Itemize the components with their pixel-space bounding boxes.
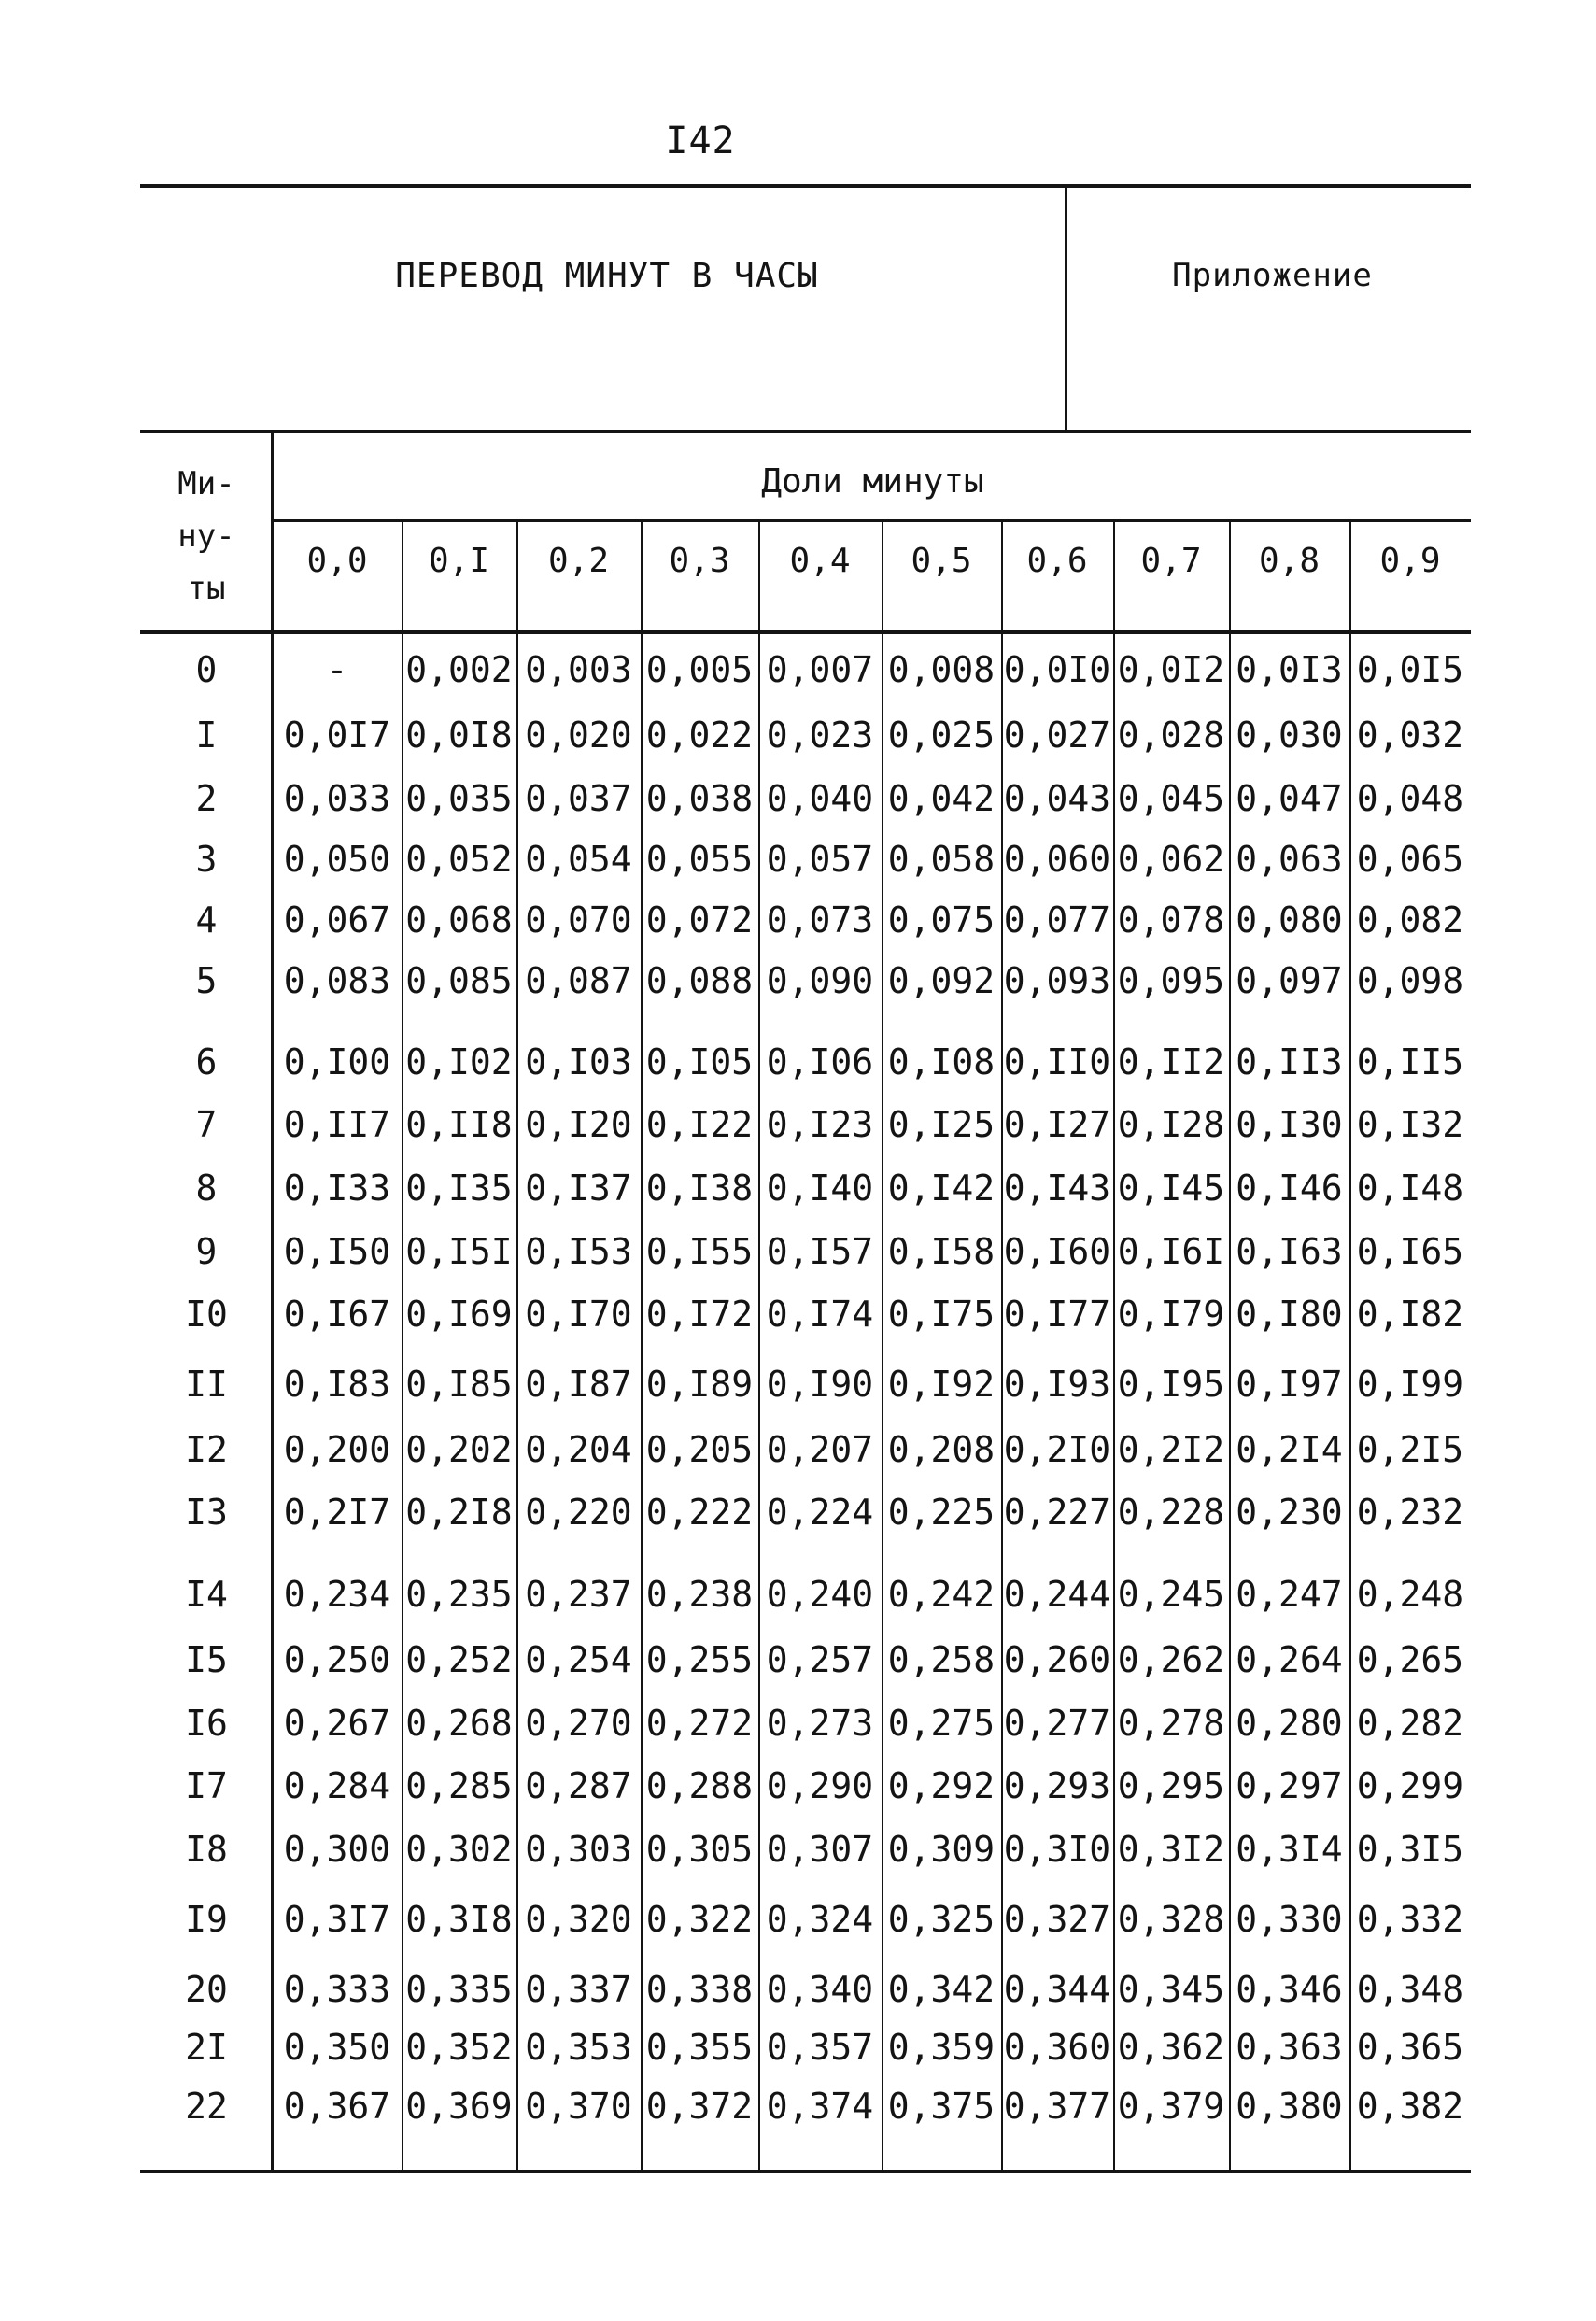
hours-cell: 0,207 [766, 1429, 874, 1470]
hours-cell: 0,222 [645, 1492, 754, 1533]
minute-cell: I5 [185, 1639, 228, 1680]
hours-cell: 0,054 [525, 839, 632, 880]
hours-cell: 0,204 [525, 1429, 632, 1470]
hours-cell: 0,357 [766, 2027, 874, 2068]
minutes-header-line-2: ну- [177, 517, 235, 555]
hours-cell: 0,I97 [1236, 1364, 1343, 1405]
hours-cell: 0,244 [1003, 1574, 1111, 1615]
hours-cell: 0,382 [1356, 2086, 1464, 2127]
column-header: 0,6 [1026, 542, 1088, 580]
hours-cell: 0,065 [1356, 839, 1464, 880]
hours-cell: 0,II2 [1117, 1041, 1225, 1083]
hours-cell: 0,023 [766, 715, 874, 756]
hours-cell: 0,I85 [405, 1364, 513, 1405]
hours-cell: 0,043 [1003, 778, 1111, 819]
hours-cell: 0,224 [766, 1492, 874, 1533]
minute-cell: 8 [195, 1168, 218, 1209]
hours-cell: 0,282 [1356, 1703, 1464, 1744]
hours-cell: 0,085 [405, 960, 513, 1001]
hours-cell: 0,380 [1236, 2086, 1343, 2127]
hours-cell: 0,062 [1117, 839, 1225, 880]
hours-cell: 0,I33 [283, 1168, 391, 1209]
hours-cell: 0,063 [1236, 839, 1343, 880]
hours-cell: 0,I25 [887, 1104, 996, 1145]
page-number: I42 [665, 120, 736, 163]
hours-cell: 0,322 [645, 1899, 754, 1940]
hours-cell: 0,252 [405, 1639, 513, 1680]
hours-cell: 0,II8 [405, 1104, 513, 1145]
hours-cell: 0,3I0 [1003, 1829, 1111, 1870]
hours-cell: 0,I77 [1003, 1294, 1111, 1335]
hours-cell: 0,324 [766, 1899, 874, 1940]
hours-cell: 0,I75 [887, 1294, 996, 1335]
hours-cell: 0,3I5 [1356, 1829, 1464, 1870]
hours-cell: 0,2I5 [1356, 1429, 1464, 1470]
hours-cell: 0,234 [283, 1574, 391, 1615]
hours-cell: 0,070 [525, 899, 632, 941]
hours-cell: 0,0I7 [283, 715, 391, 756]
minute-cell: 0 [195, 649, 218, 690]
minute-cell: I9 [185, 1899, 228, 1940]
hours-cell: 0,I46 [1236, 1168, 1343, 1209]
hours-cell: 0,I99 [1356, 1364, 1464, 1405]
hours-cell: 0,035 [405, 778, 513, 819]
hours-cell: 0,375 [887, 2086, 996, 2127]
hours-cell: 0,2I7 [283, 1492, 391, 1533]
hours-cell: 0,3I4 [1236, 1829, 1343, 1870]
hours-cell: 0,060 [1003, 839, 1111, 880]
hours-cell: 0,268 [405, 1703, 513, 1744]
hours-cell: 0,208 [887, 1429, 996, 1470]
column-header: 0,5 [911, 542, 972, 580]
hours-cell: 0,379 [1117, 2086, 1225, 2127]
hours-cell: 0,I58 [887, 1231, 996, 1272]
hours-cell: 0,280 [1236, 1703, 1343, 1744]
minute-cell: I4 [185, 1574, 228, 1615]
minutes-header-line-1: Ми- [177, 465, 235, 502]
hours-cell: 0,202 [405, 1429, 513, 1470]
hours-cell: 0,342 [887, 1969, 996, 2010]
hours-cell: 0,I65 [1356, 1231, 1464, 1272]
hours-cell: 0,0I3 [1236, 649, 1343, 690]
hours-cell: 0,I50 [283, 1231, 391, 1272]
hours-cell: 0,264 [1236, 1639, 1343, 1680]
hours-cell: 0,250 [283, 1639, 391, 1680]
hours-cell: 0,I83 [283, 1364, 391, 1405]
hours-cell: 0,I57 [766, 1231, 874, 1272]
hours-cell: 0,033 [283, 778, 391, 819]
appendix-label: Приложение [1172, 257, 1373, 294]
hours-cell: 0,320 [525, 1899, 632, 1940]
hours-cell: 0,027 [1003, 715, 1111, 756]
hours-cell: 0,374 [766, 2086, 874, 2127]
hours-cell: 0,I60 [1003, 1231, 1111, 1272]
hours-cell: 0,363 [1236, 2027, 1343, 2068]
hours-cell: 0,362 [1117, 2027, 1225, 2068]
hours-cell: 0,265 [1356, 1639, 1464, 1680]
hours-cell: 0,I53 [525, 1231, 632, 1272]
hours-cell: 0,I32 [1356, 1104, 1464, 1145]
hours-cell: 0,I23 [766, 1104, 874, 1145]
hours-cell: 0,352 [405, 2027, 513, 2068]
hours-cell: 0,087 [525, 960, 632, 1001]
hours-cell: 0,327 [1003, 1899, 1111, 1940]
column-header: 0,8 [1258, 542, 1321, 580]
hours-cell: 0,047 [1236, 778, 1343, 819]
hours-cell: 0,I70 [525, 1294, 632, 1335]
hours-cell: 0,I42 [887, 1168, 996, 1209]
column-header: 0,0 [306, 542, 368, 580]
hours-cell: 0,II0 [1003, 1041, 1111, 1083]
hours-cell: 0,I27 [1003, 1104, 1111, 1145]
hours-cell: 0,348 [1356, 1969, 1464, 2010]
hours-cell: 0,307 [766, 1829, 874, 1870]
minute-cell: 5 [195, 960, 218, 1001]
hours-cell: 0,295 [1117, 1765, 1225, 1806]
hours-cell: 0,305 [645, 1829, 754, 1870]
hours-cell: 0,I35 [405, 1168, 513, 1209]
minute-cell: II [185, 1364, 228, 1405]
hours-cell: 0,230 [1236, 1492, 1343, 1533]
hours-cell: 0,284 [283, 1765, 391, 1806]
hours-cell: 0,235 [405, 1574, 513, 1615]
hours-cell: 0,045 [1117, 778, 1225, 819]
hours-cell: 0,258 [887, 1639, 996, 1680]
hours-cell: 0,205 [645, 1429, 754, 1470]
hours-cell: 0,I06 [766, 1041, 874, 1083]
minute-cell: 22 [185, 2086, 228, 2127]
minute-cell: I6 [185, 1703, 228, 1744]
column-header: 0,9 [1379, 542, 1441, 580]
column-header-rule [273, 519, 1471, 522]
hours-cell: 0,350 [283, 2027, 391, 2068]
hours-cell: 0,303 [525, 1829, 632, 1870]
minute-cell: I7 [185, 1765, 228, 1806]
hours-cell: 0,309 [887, 1829, 996, 1870]
hours-cell: 0,078 [1117, 899, 1225, 941]
hours-cell: 0,080 [1236, 899, 1343, 941]
minutes-column-header [140, 458, 273, 615]
hours-cell: 0,225 [887, 1492, 996, 1533]
hours-cell: 0,332 [1356, 1899, 1464, 1940]
hours-cell: 0,005 [645, 649, 754, 690]
hours-cell: 0,359 [887, 2027, 996, 2068]
hours-cell: 0,333 [283, 1969, 391, 2010]
hours-cell: 0,058 [887, 839, 996, 880]
hours-cell: 0,I02 [405, 1041, 513, 1083]
minute-cell: 7 [195, 1104, 218, 1145]
hours-cell: 0,2I0 [1003, 1429, 1111, 1470]
hours-cell: - [326, 649, 348, 690]
header-top-rule [140, 184, 1471, 188]
hours-cell: 0,372 [645, 2086, 754, 2127]
hours-cell: 0,I6I [1117, 1231, 1225, 1272]
hours-cell: 0,260 [1003, 1639, 1111, 1680]
hours-cell: 0,037 [525, 778, 632, 819]
hours-cell: 0,302 [405, 1829, 513, 1870]
hours-cell: 0,367 [283, 2086, 391, 2127]
hours-cell: 0,I74 [766, 1294, 874, 1335]
hours-cell: 0,082 [1356, 899, 1464, 941]
hours-cell: 0,042 [887, 778, 996, 819]
hours-cell: 0,272 [645, 1703, 754, 1744]
minute-cell: 4 [195, 899, 218, 941]
hours-cell: 0,353 [525, 2027, 632, 2068]
minute-cell: I [195, 715, 218, 756]
hours-cell: 0,288 [645, 1765, 754, 1806]
hours-cell: 0,095 [1117, 960, 1225, 1001]
hours-cell: 0,0I8 [405, 715, 513, 756]
hours-cell: 0,254 [525, 1639, 632, 1680]
hours-cell: 0,292 [887, 1765, 996, 1806]
hours-cell: 0,I87 [525, 1364, 632, 1405]
minute-cell: I8 [185, 1829, 228, 1870]
hours-cell: 0,240 [766, 1574, 874, 1615]
hours-cell: 0,325 [887, 1899, 996, 1940]
minute-cell: I3 [185, 1492, 228, 1533]
hours-cell: 0,II3 [1236, 1041, 1343, 1083]
hours-cell: 0,008 [887, 649, 996, 690]
hours-cell: 0,227 [1003, 1492, 1111, 1533]
hours-cell: 0,340 [766, 1969, 874, 2010]
column-header: 0,I [428, 542, 490, 580]
hours-cell: 0,346 [1236, 1969, 1343, 2010]
hours-cell: 0,097 [1236, 960, 1343, 1001]
hours-cell: 0,I55 [645, 1231, 754, 1272]
hours-cell: 0,0I5 [1356, 649, 1464, 690]
hours-cell: 0,247 [1236, 1574, 1343, 1615]
hours-cell: 0,I72 [645, 1294, 754, 1335]
hours-cell: 0,365 [1356, 2027, 1464, 2068]
header-divider [1065, 184, 1067, 432]
hours-cell: 0,I63 [1236, 1231, 1343, 1272]
hours-cell: 0,002 [405, 649, 513, 690]
minute-cell: 9 [195, 1231, 218, 1272]
hours-cell: 0,007 [766, 649, 874, 690]
hours-cell: 0,I28 [1117, 1104, 1225, 1145]
hours-cell: 0,I90 [766, 1364, 874, 1405]
document-title: ПЕРЕВОД МИНУТ В ЧАСЫ [395, 257, 819, 295]
hours-cell: 0,I40 [766, 1168, 874, 1209]
hours-cell: 0,237 [525, 1574, 632, 1615]
hours-cell: 0,067 [283, 899, 391, 941]
hours-cell: 0,II7 [283, 1104, 391, 1145]
table-bottom-rule [140, 2170, 1471, 2173]
hours-cell: 0,092 [887, 960, 996, 1001]
hours-cell: 0,370 [525, 2086, 632, 2127]
hours-cell: 0,050 [283, 839, 391, 880]
hours-cell: 0,0I0 [1003, 649, 1111, 690]
hours-cell: 0,I38 [645, 1168, 754, 1209]
hours-cell: 0,248 [1356, 1574, 1464, 1615]
hours-cell: 0,345 [1117, 1969, 1225, 2010]
hours-cell: 0,057 [766, 839, 874, 880]
hours-cell: 0,052 [405, 839, 513, 880]
column-header: 0,4 [789, 542, 851, 580]
hours-cell: 0,369 [405, 2086, 513, 2127]
hours-cell: 0,098 [1356, 960, 1464, 1001]
hours-cell: 0,048 [1356, 778, 1464, 819]
hours-cell: 0,262 [1117, 1639, 1225, 1680]
hours-cell: 0,355 [645, 2027, 754, 2068]
hours-cell: 0,I93 [1003, 1364, 1111, 1405]
hours-cell: 0,028 [1117, 715, 1225, 756]
hours-cell: 0,I22 [645, 1104, 754, 1145]
hours-cell: 0,277 [1003, 1703, 1111, 1744]
hours-cell: 0,2I2 [1117, 1429, 1225, 1470]
hours-cell: 0,275 [887, 1703, 996, 1744]
hours-cell: 0,090 [766, 960, 874, 1001]
hours-cell: 0,I79 [1117, 1294, 1225, 1335]
hours-cell: 0,I37 [525, 1168, 632, 1209]
fractions-header: Доли минуты [761, 462, 984, 501]
hours-cell: 0,075 [887, 899, 996, 941]
hours-cell: 0,I20 [525, 1104, 632, 1145]
hours-cell: 0,297 [1236, 1765, 1343, 1806]
hours-cell: 0,I95 [1117, 1364, 1225, 1405]
hours-cell: 0,I69 [405, 1294, 513, 1335]
hours-cell: 0,278 [1117, 1703, 1225, 1744]
hours-cell: 0,0I2 [1117, 649, 1225, 690]
hours-cell: 0,I08 [887, 1041, 996, 1083]
hours-cell: 0,072 [645, 899, 754, 941]
hours-cell: 0,3I7 [283, 1899, 391, 1940]
hours-cell: 0,293 [1003, 1765, 1111, 1806]
hours-cell: 0,003 [525, 649, 632, 690]
hours-cell: 0,020 [525, 715, 632, 756]
column-header: 0,3 [669, 542, 730, 580]
hours-cell: 0,I82 [1356, 1294, 1464, 1335]
hours-cell: 0,242 [887, 1574, 996, 1615]
hours-cell: 0,299 [1356, 1765, 1464, 1806]
hours-cell: 0,267 [283, 1703, 391, 1744]
hours-cell: 0,328 [1117, 1899, 1225, 1940]
hours-cell: 0,I5I [405, 1231, 513, 1272]
minute-cell: 3 [195, 839, 218, 880]
hours-cell: 0,088 [645, 960, 754, 1001]
hours-cell: 0,030 [1236, 715, 1343, 756]
hours-cell: 0,055 [645, 839, 754, 880]
hours-cell: 0,330 [1236, 1899, 1343, 1940]
hours-cell: 0,I05 [645, 1041, 754, 1083]
hours-cell: 0,I89 [645, 1364, 754, 1405]
hours-cell: 0,I45 [1117, 1168, 1225, 1209]
hours-cell: 0,I80 [1236, 1294, 1343, 1335]
hours-cell: 0,068 [405, 899, 513, 941]
minute-cell: 2I [185, 2027, 228, 2068]
hours-cell: 0,287 [525, 1765, 632, 1806]
hours-cell: 0,360 [1003, 2027, 1111, 2068]
hours-cell: 0,290 [766, 1765, 874, 1806]
hours-cell: 0,337 [525, 1969, 632, 2010]
hours-cell: 0,228 [1117, 1492, 1225, 1533]
minutes-header-line-3: ты [187, 570, 226, 607]
hours-cell: 0,I43 [1003, 1168, 1111, 1209]
hours-cell: 0,200 [283, 1429, 391, 1470]
hours-cell: 0,257 [766, 1639, 874, 1680]
minute-cell: 6 [195, 1041, 218, 1083]
minute-cell: I0 [185, 1294, 228, 1335]
hours-cell: 0,344 [1003, 1969, 1111, 2010]
hours-cell: 0,I48 [1356, 1168, 1464, 1209]
header-bottom-rule [140, 630, 1471, 634]
hours-cell: 0,338 [645, 1969, 754, 2010]
hours-cell: 0,I03 [525, 1041, 632, 1083]
hours-cell: 0,093 [1003, 960, 1111, 1001]
hours-cell: 0,032 [1356, 715, 1464, 756]
hours-cell: 0,I30 [1236, 1104, 1343, 1145]
hours-cell: 0,2I8 [405, 1492, 513, 1533]
hours-cell: 0,II5 [1356, 1041, 1464, 1083]
hours-cell: 0,3I8 [405, 1899, 513, 1940]
hours-cell: 0,273 [766, 1703, 874, 1744]
hours-cell: 0,083 [283, 960, 391, 1001]
hours-cell: 0,038 [645, 778, 754, 819]
hours-cell: 0,022 [645, 715, 754, 756]
hours-cell: 0,025 [887, 715, 996, 756]
hours-cell: 0,270 [525, 1703, 632, 1744]
hours-cell: 0,232 [1356, 1492, 1464, 1533]
hours-cell: 0,255 [645, 1639, 754, 1680]
hours-cell: 0,077 [1003, 899, 1111, 941]
hours-cell: 0,I92 [887, 1364, 996, 1405]
hours-cell: 0,285 [405, 1765, 513, 1806]
hours-cell: 0,2I4 [1236, 1429, 1343, 1470]
hours-cell: 0,238 [645, 1574, 754, 1615]
hours-cell: 0,245 [1117, 1574, 1225, 1615]
column-header: 0,2 [547, 542, 610, 580]
hours-cell: 0,335 [405, 1969, 513, 2010]
minute-cell: 20 [185, 1969, 228, 2010]
column-header: 0,7 [1140, 542, 1202, 580]
minute-cell: I2 [185, 1429, 228, 1470]
hours-cell: 0,040 [766, 778, 874, 819]
hours-cell: 0,300 [283, 1829, 391, 1870]
minute-cell: 2 [195, 778, 218, 819]
hours-cell: 0,073 [766, 899, 874, 941]
hours-cell: 0,I00 [283, 1041, 391, 1083]
hours-cell: 0,220 [525, 1492, 632, 1533]
hours-cell: 0,377 [1003, 2086, 1111, 2127]
hours-cell: 0,3I2 [1117, 1829, 1225, 1870]
table-top-rule [140, 430, 1471, 433]
hours-cell: 0,I67 [283, 1294, 391, 1335]
